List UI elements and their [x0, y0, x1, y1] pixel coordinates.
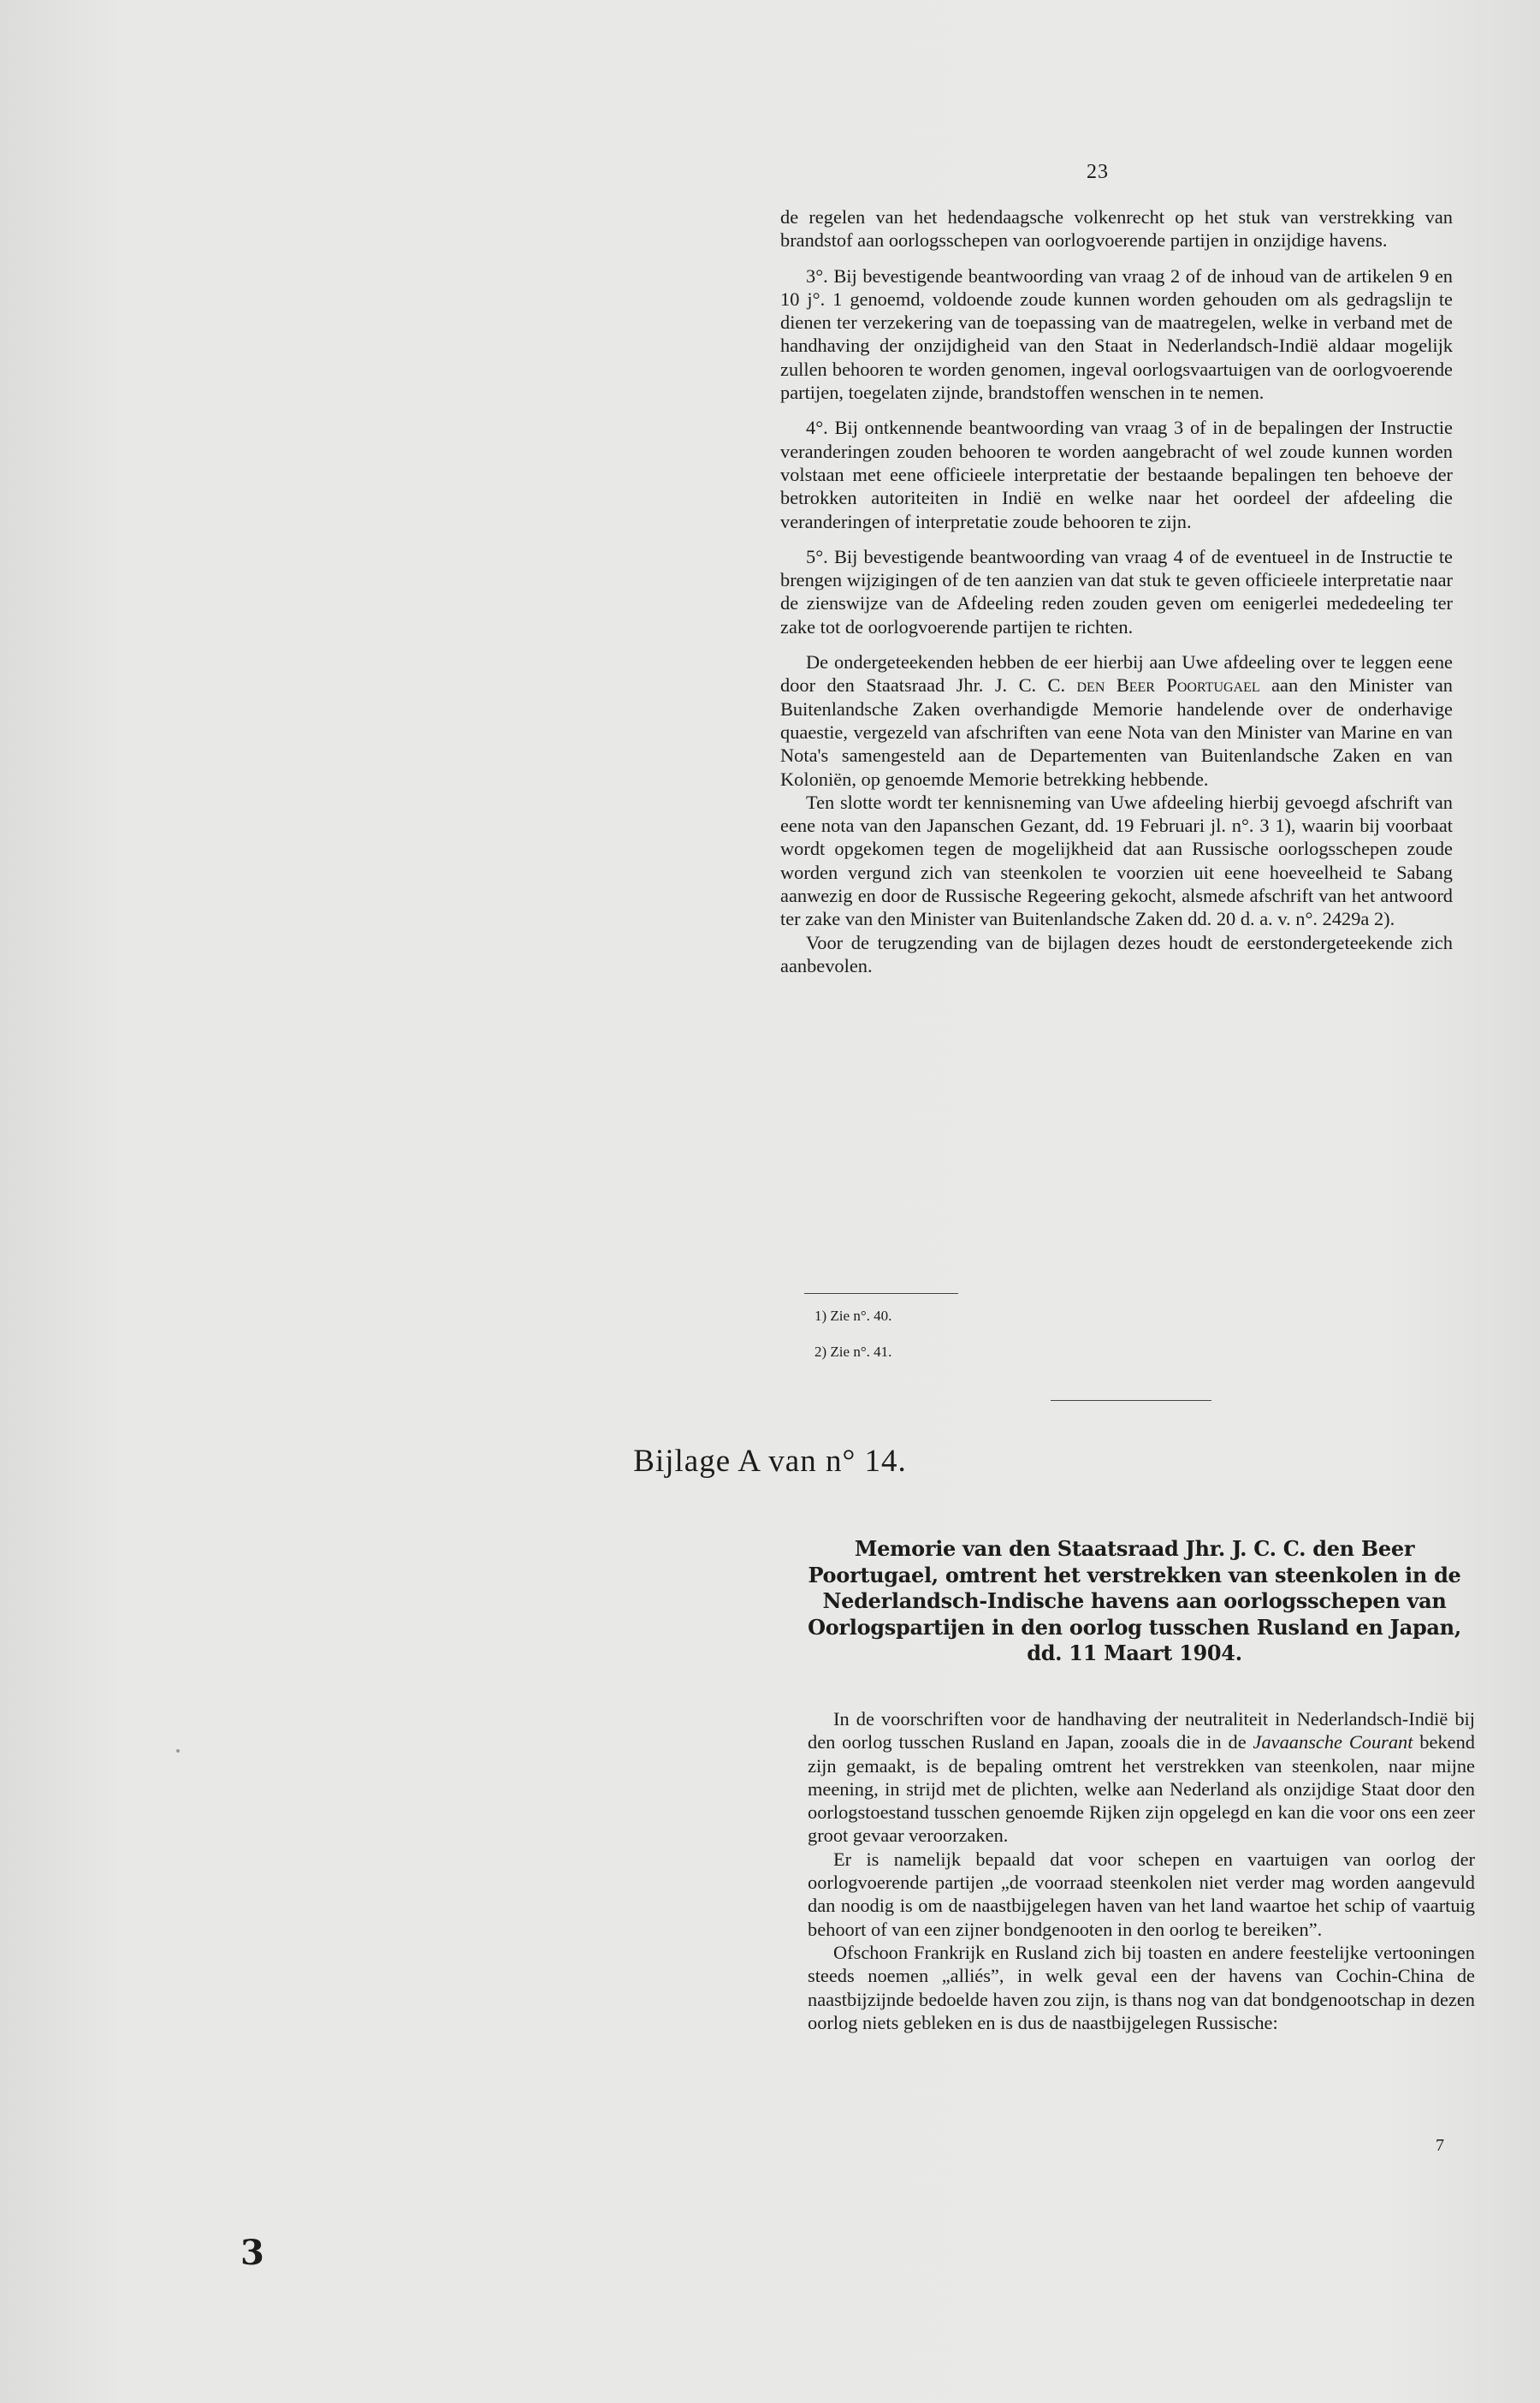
item-4: 4°. Bij ontkennende beantwoording van vraag 3 of in de bepalingen der Instructie veranderingen zouden behooren te worden aangebracht of wel zoude kunnen worden volstaan met eene officieele interpretatie der bestaande bepalingen ten behoeve der betrokken autoriteiten in Indië en welke naar het oordeel der afdeeling die veranderingen of interpretatie zoude behooren te zijn.	[780, 417, 1453, 532]
memorie-title: Memorie van den Staatsraad Jhr. J. C. C. den Beer Poortugael, omtrent het verstrekken van steenkolen in de Nederlandsch-Indische havens aan oorlogsschepen van Oorlogspartijen in den oorlog tusschen Rusland en Japan, dd. 11 Maart 1904.	[808, 1536, 1461, 1665]
footnote-1: 1) Zie n°. 40.	[814, 1308, 892, 1324]
memorie-paragraph-2: Er is namelijk bepaald dat voor schepen en vaartuigen van oorlog der oorlogvoerende partijen „de voorraad steenkolen niet verder mag worden aangevuld dan noodig is om de naastbijgelegen haven van het land waartoe het schip of vaartuig behoort of van een zijner bondgenooten in den oorlog te bereiken”.	[808, 1848, 1475, 1940]
footnote-rule	[804, 1293, 958, 1294]
paragraph-memorie-text-2: aan den Minister van Buitenlandsche Zaken overhandigde Memorie handelende over de onderhavige quaestie, vergezeld van afschriften van eene Nota van den Minister van Marine en van Nota's samengesteld aan de Departementen van Buitenlandsche Zaken en van Koloniën, op genoemde Memorie betrekking hebbende.	[780, 674, 1453, 790]
main-column	[780, 205, 1453, 977]
page-number: 23	[1087, 161, 1109, 183]
paragraph-memorie-text: De ondergeteekenden hebben de eer hierbij aan Uwe afdeeling over te leggen eene door den Staatsraad Jhr. J. C. C.	[780, 651, 1453, 697]
item-5: 5°. Bij bevestigende beantwoording van vraag 4 of de eventueel in de Instructie te brengen wijzigingen of de ten aanzien van dat stuk te geven officieele interpretatie naar de zienswijze van de Afdeeling reden zouden geven om eenigerlei mededeeling ter zake tot de oorlogvoerende partijen te richten.	[780, 545, 1453, 638]
paragraph-terugzending: Voor de terugzending van de bijlagen dezes houdt de eerstondergeteekende zich aanbevolen.	[780, 931, 1453, 976]
memorie-paragraph-1-text-2: bekend zijn gemaakt, is de bepaling omtrent het verstrekken van steenkolen, naar mijne meening, in strijd met de plichten, welke aan Nederland als onzijdige Staat door den oorlogstoestand tusschen genoemde Rijken zijn opgelegd en kan die voor ons een zeer groot gevaar veroorzaken.	[808, 1731, 1475, 1847]
paragraph-memorie	[780, 650, 1453, 791]
signature-mark: 7	[1436, 2136, 1444, 2155]
memorie-paragraph-3: Ofschoon Frankrijk en Rusland zich bij toasten en andere feestelijke vertooningen steeds noemen „alliés”, in welk geval een der havens van Cochin-China de naastbijzijnde bedoelde haven zou zijn, is thans nog van dat bondgenootschap in dezen oorlog niets gebleken en is dus de naastbijgelegen Russische:	[808, 1941, 1475, 2033]
speck	[176, 1749, 180, 1753]
item-3: 3°. Bij bevestigende beantwoording van vraag 2 of de inhoud van de artikelen 9 en 10 j°. 1 genoemd, voldoende zoude kunnen worden gehouden om als gedragslijn te dienen ter verzekering van de toepassing van de maatregelen, welke in verband met de handhaving der onzijdigheid van den Staat in Nederlandsch-Indië aldaar mogelijk zullen behooren te worden genomen, ingeval oorlogsvaartuigen van de oorlogvoerende partijen, toegelaten zijnde, brandstoffen wenschen in te nemen.	[780, 264, 1453, 404]
memorie-paragraph-1	[808, 1707, 1475, 1848]
paragraph-ten-slotte: Ten slotte wordt ter kennisneming van Uwe afdeeling hierbij gevoegd afschrift van eene nota van den Japanschen Gezant, dd. 19 Februari jl. n°. 3 1), waarin bij voorbaat wordt opgekomen tegen de mogelijkheid dat aan Russische oorlogsschepen zoude worden vergund zich van steenkolen te voorzien uit eene hoeveelheid te Sabang aanwezig en door de Russische Regeering gekocht, alsmede afschrift van het antwoord ter zake van den Minister van Buitenlandsche Zaken dd. 20 d. a. v. n°. 2429a 2).	[780, 791, 1453, 930]
bijlage-heading: Bijlage A van n° 14.	[633, 1444, 907, 1479]
newspaper-name: Javaansche Courant	[1253, 1731, 1413, 1753]
intro-paragraph: de regelen van het hedendaagsche volkenrecht op het stuk van verstrekking van brandstof aan oorlogsschepen van oorlogvoerende partijen in onzijdige havens.	[780, 206, 1453, 252]
footnote-2: 2) Zie n°. 41.	[814, 1344, 892, 1360]
memorie-body	[808, 1707, 1475, 2034]
paragraph-memorie-name: den Beer Poortugael	[1076, 674, 1260, 697]
sheet-number: 3	[240, 2233, 264, 2273]
memorie-paragraph-1-text: In de voorschriften voor de handhaving der neutraliteit in Nederlandsch-Indië bij den oorlog tusschen Rusland en Japan, zooals die in de	[808, 1708, 1475, 1753]
section-divider	[1051, 1400, 1211, 1401]
